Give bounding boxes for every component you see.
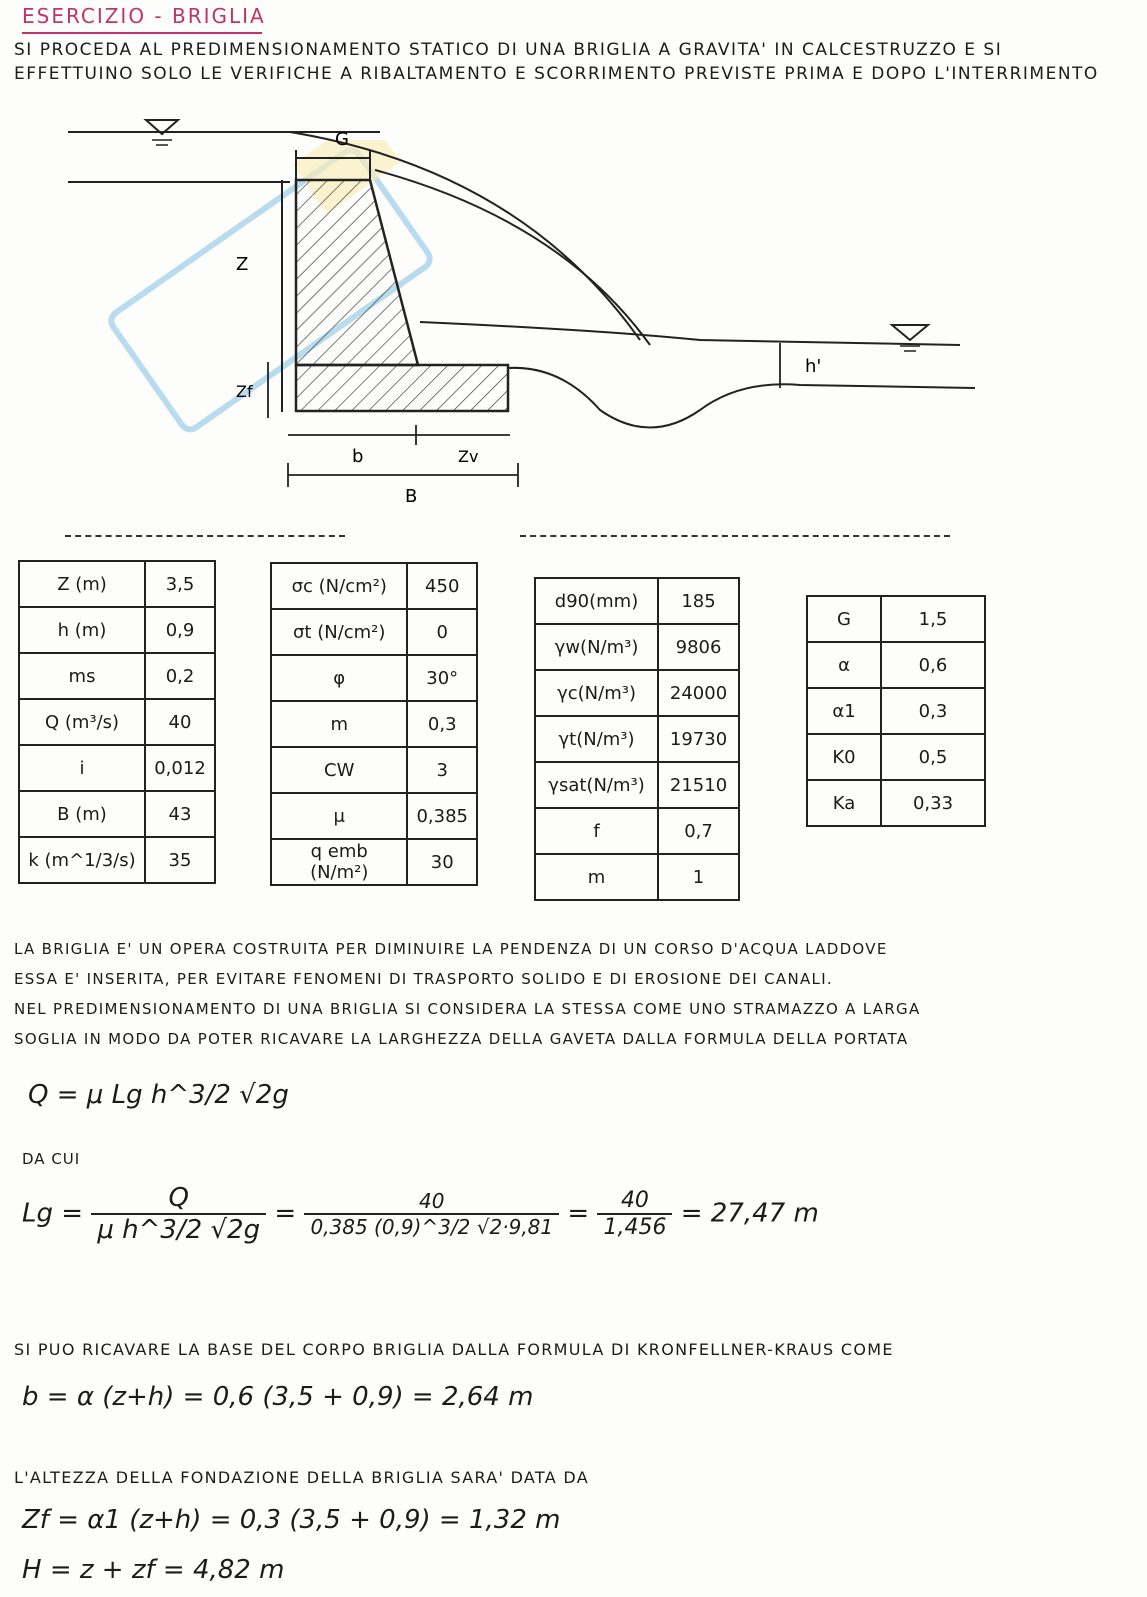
page-title: ESERCIZIO - BRIGLIA xyxy=(22,4,266,28)
fraction-2: $\frac{40}{0,385 (0,9)\^{}3/2 √2\cdot 9,81}$ xyxy=(304,1189,559,1239)
fraction-3: $\frac{40}{1,456}$ xyxy=(597,1188,672,1240)
table-row xyxy=(535,854,739,900)
table-row xyxy=(19,607,215,653)
param-value: 0,9 xyxy=(145,607,215,653)
table-row xyxy=(535,670,739,716)
data-table-4 xyxy=(806,595,986,827)
param-value: 0,6 xyxy=(881,642,985,688)
table-row xyxy=(271,793,477,839)
label-B: B xyxy=(405,486,418,507)
table-row xyxy=(19,699,215,745)
label-zf: Zf xyxy=(236,382,253,401)
param-value: 30° xyxy=(407,655,477,701)
param-name: h (m) xyxy=(19,607,145,653)
param-name: k (m^1/3/s) xyxy=(19,837,145,883)
param-name: m xyxy=(271,701,407,747)
label-b: b xyxy=(352,446,364,467)
param-name: φ xyxy=(271,655,407,701)
table-row xyxy=(807,642,985,688)
table-row xyxy=(271,609,477,655)
water-level-icon-downstream xyxy=(892,325,928,351)
table-row xyxy=(535,716,739,762)
param-name: G xyxy=(807,596,881,642)
separator xyxy=(65,535,345,537)
param-name: γt(N/m³) xyxy=(535,716,658,762)
param-value: 1,5 xyxy=(881,596,985,642)
fraction-1: $\frac{Q}{\text{μ h\textasciicircum{}3/2 √2g}}$ xyxy=(91,1183,266,1245)
table-row xyxy=(535,808,739,854)
formula-lg: Lg = $\frac{Q}{\text{μ h\textasciicircum{}3/2 √2g}}$ = $\frac{40}{0,385 (0,9)\^{}3/2 √2\cdot 9,81}$ = $\frac{40}{1,456}$ = 27,47 m xyxy=(22,1183,819,1245)
formula-zf: Zf = α1 (z+h) = 0,3 (3,5 + 0,9) = 1,32 m xyxy=(22,1505,561,1535)
table-row xyxy=(807,734,985,780)
param-name: Z (m) xyxy=(19,561,145,607)
separator xyxy=(520,535,950,537)
param-name: μ xyxy=(271,793,407,839)
param-name: m xyxy=(535,854,658,900)
label-g: G xyxy=(335,129,349,150)
da-cui-label: DA CUI xyxy=(22,1150,81,1168)
table-row xyxy=(19,837,215,883)
param-name: CW xyxy=(271,747,407,793)
table-row xyxy=(271,839,477,885)
param-name: Ka xyxy=(807,780,881,826)
text-fondazione: L'ALTEZZA DELLA FONDAZIONE DELLA BRIGLIA SARA' DATA DA xyxy=(14,1468,589,1487)
param-value: 3 xyxy=(407,747,477,793)
param-value: 185 xyxy=(658,578,739,624)
table-row xyxy=(19,561,215,607)
param-value: 43 xyxy=(145,791,215,837)
table-row xyxy=(19,791,215,837)
table-row xyxy=(271,747,477,793)
param-value: 0 xyxy=(407,609,477,655)
formula-portata: Q = μ Lg h^3/2 √2g xyxy=(28,1080,289,1110)
paragraph-line-2: ESSA E' INSERITA, PER EVITARE FENOMENI DI TRASPORTO SOLIDO E DI EROSIONE DEI CANALI. xyxy=(14,970,834,988)
param-name: γc(N/m³) xyxy=(535,670,658,716)
table-row xyxy=(271,701,477,747)
paragraph-line-3: NEL PREDIMENSIONAMENTO DI UNA BRIGLIA SI CONSIDERA LA STESSA COME UNO STRAMAZZO A LARGA xyxy=(14,1000,921,1018)
table-row xyxy=(271,563,477,609)
data-table-2 xyxy=(270,562,478,886)
param-name: i xyxy=(19,745,145,791)
table-row xyxy=(807,688,985,734)
label-z: Z xyxy=(236,254,249,275)
param-value: 0,33 xyxy=(881,780,985,826)
param-name: B (m) xyxy=(19,791,145,837)
table-row xyxy=(535,762,739,808)
param-value: 0,3 xyxy=(407,701,477,747)
param-name: K0 xyxy=(807,734,881,780)
lg-result: = 27,47 m xyxy=(680,1198,819,1229)
param-value: 1 xyxy=(658,854,739,900)
briglia-diagram xyxy=(0,100,1147,520)
param-name: q emb (N/m²) xyxy=(271,839,407,885)
param-name: α xyxy=(807,642,881,688)
param-name: α1 xyxy=(807,688,881,734)
param-value: 9806 xyxy=(658,624,739,670)
param-value: 450 xyxy=(407,563,477,609)
label-h-prime: h' xyxy=(805,356,822,377)
table-row xyxy=(535,578,739,624)
param-value: 40 xyxy=(145,699,215,745)
param-value: 0,2 xyxy=(145,653,215,699)
param-name: γw(N/m³) xyxy=(535,624,658,670)
param-value: 30 xyxy=(407,839,477,885)
table-row xyxy=(271,655,477,701)
param-value: 3,5 xyxy=(145,561,215,607)
param-name: σc (N/cm²) xyxy=(271,563,407,609)
param-name: d90(mm) xyxy=(535,578,658,624)
data-table-3 xyxy=(534,577,740,901)
table-row xyxy=(19,745,215,791)
text-base: SI PUO RICAVARE LA BASE DEL CORPO BRIGLIA DALLA FORMULA DI KRONFELLNER-KRAUS COME xyxy=(14,1340,894,1359)
param-name: σt (N/cm²) xyxy=(271,609,407,655)
param-value: 35 xyxy=(145,837,215,883)
param-name: f xyxy=(535,808,658,854)
intro-line-1: SI PROCEDA AL PREDIMENSIONAMENTO STATICO DI UNA BRIGLIA A GRAVITA' IN CALCESTRUZZO E SI xyxy=(14,40,1003,60)
param-value: 0,012 xyxy=(145,745,215,791)
table-row xyxy=(807,780,985,826)
param-value: 0,3 xyxy=(881,688,985,734)
formula-H: H = z + zf = 4,82 m xyxy=(22,1555,285,1585)
data-table-1 xyxy=(18,560,216,884)
param-name: ms xyxy=(19,653,145,699)
param-value: 24000 xyxy=(658,670,739,716)
title-underline xyxy=(22,32,262,34)
table-row xyxy=(807,596,985,642)
paragraph-line-4: SOGLIA IN MODO DA POTER RICAVARE LA LARGHEZZA DELLA GAVETA DALLA FORMULA DELLA PORTATA xyxy=(14,1030,909,1048)
intro-line-2: EFFETTUINO SOLO LE VERIFICHE A RIBALTAMENTO E SCORRIMENTO PREVISTE PRIMA E DOPO L'INTERRIMENTO xyxy=(14,64,1099,84)
param-value: 0,5 xyxy=(881,734,985,780)
param-value: 21510 xyxy=(658,762,739,808)
param-name: Q (m³/s) xyxy=(19,699,145,745)
lg-lhs: Lg = xyxy=(22,1198,84,1229)
table-row xyxy=(19,653,215,699)
table-row xyxy=(535,624,739,670)
param-value: 0,7 xyxy=(658,808,739,854)
param-name: γsat(N/m³) xyxy=(535,762,658,808)
paragraph-line-1: LA BRIGLIA E' UN OPERA COSTRUITA PER DIMINUIRE LA PENDENZA DI UN CORSO D'ACQUA LADDOVE xyxy=(14,940,888,958)
param-value: 0,385 xyxy=(407,793,477,839)
label-zv: Zv xyxy=(458,447,479,466)
formula-base: b = α (z+h) = 0,6 (3,5 + 0,9) = 2,64 m xyxy=(22,1382,534,1412)
param-value: 19730 xyxy=(658,716,739,762)
